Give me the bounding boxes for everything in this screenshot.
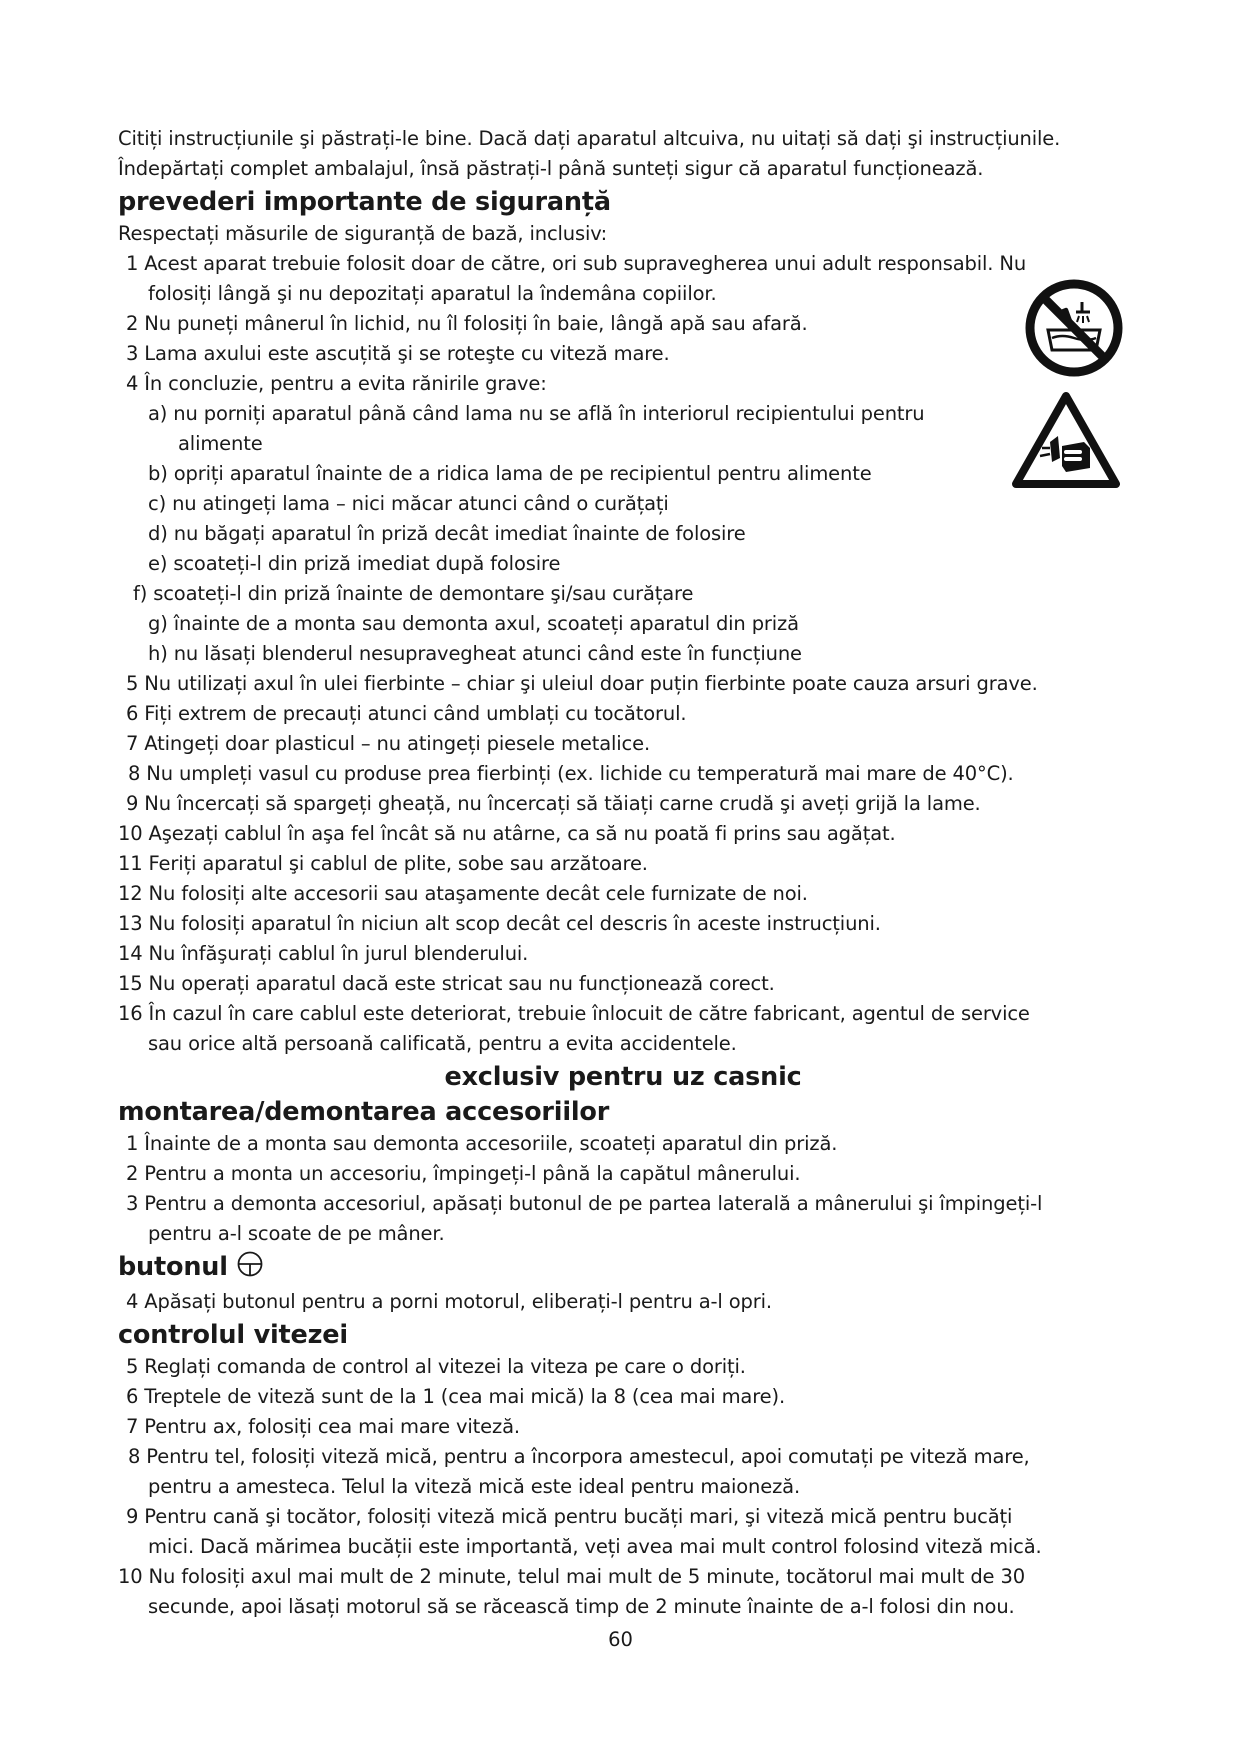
list-item: 12 Nu folosiți alte accesorii sau ataşamente decât cele furnizate de noi. bbox=[118, 882, 808, 905]
list-item: 16 În cazul în care cablul este deteriorat, trebuie înlocuit de către fabricant, agentul de service bbox=[118, 1002, 1030, 1025]
sub-item: d) nu băgați aparatul în priză decât imediat înainte de folosire bbox=[148, 522, 746, 545]
list-item: 1 Înainte de a monta sau demonta accesoriile, scoateți aparatul din priză. bbox=[126, 1132, 838, 1155]
list-item: sau orice altă persoană calificată, pentru a evita accidentele. bbox=[148, 1032, 737, 1055]
list-item: folosiți lângă şi nu depozitați aparatul la îndemâna copiilor. bbox=[148, 282, 717, 305]
sub-item: c) nu atingeți lama – nici măcar atunci când o curățați bbox=[148, 492, 669, 515]
list-item: 9 Pentru cană şi tocător, folosiți viteză mică pentru bucăți mari, şi viteză mică pentru bucăți bbox=[126, 1505, 1013, 1528]
list-item: 8 Nu umpleți vasul cu produse prea fierbinți (ex. lichide cu temperatură mai mare de 40°C). bbox=[128, 762, 1014, 785]
list-item: 4 Apăsați butonul pentru a porni motorul, eliberați-l pentru a-l opri. bbox=[126, 1290, 772, 1313]
list-item: 15 Nu operați aparatul dacă este stricat sau nu funcționează corect. bbox=[118, 972, 775, 995]
list-item: 3 Lama axului este ascuțită şi se roteşte cu viteză mare. bbox=[126, 342, 670, 365]
list-item: 8 Pentru tel, folosiți viteză mică, pentru a încorpora amestecul, apoi comutați pe viteză mare, bbox=[128, 1445, 1030, 1468]
sub-item: h) nu lăsați blenderul nesupravegheat atunci când este în funcțiune bbox=[148, 642, 802, 665]
button-heading-row bbox=[118, 1250, 1128, 1287]
list-item: secunde, apoi lăsați motorul să se răcească timp de 2 minute înainte de a-l folosi din nou. bbox=[148, 1595, 1015, 1618]
list-item: 10 Aşezați cablul în aşa fel încât să nu atârne, ca să nu poată fi prins sau agățat. bbox=[118, 822, 896, 845]
list-item: 6 Treptele de viteză sunt de la 1 (cea mai mică) la 8 (cea mai mare). bbox=[126, 1385, 786, 1408]
list-item: 9 Nu încercați să spargeți gheață, nu încercați să tăiați carne crudă şi aveți grijă la lame. bbox=[126, 792, 981, 815]
list-item: pentru a amesteca. Telul la viteză mică este ideal pentru maioneză. bbox=[148, 1475, 801, 1498]
list-item: 5 Reglați comanda de control al vitezei la viteza pe care o doriți. bbox=[126, 1355, 746, 1378]
sub-item: b) opriți aparatul înainte de a ridica lama de pe recipientul pentru alimente bbox=[148, 462, 872, 485]
sub-item: f) scoateți-l din priză înainte de demontare şi/sau curățare bbox=[133, 582, 694, 605]
list-item: pentru a-l scoate de pe mâner. bbox=[148, 1222, 445, 1245]
sub-item: e) scoateți-l din priză imediat după folosire bbox=[148, 552, 561, 575]
list-item: 6 Fiți extrem de precauți atunci când umblați cu tocătorul. bbox=[126, 702, 687, 725]
intro-line: Îndepărtați complet ambalajul, însă păstrați-l până sunteți sigur că aparatul funcționează. bbox=[118, 157, 984, 180]
no-bath-water-icon bbox=[1024, 278, 1124, 382]
list-item: 13 Nu folosiți aparatul în niciun alt scop decât cel descris în aceste instrucțiuni. bbox=[118, 912, 881, 935]
speed-heading: controlul vitezei bbox=[118, 1320, 348, 1350]
list-item: 7 Atingeți doar plasticul – nu atingeți piesele metalice. bbox=[126, 732, 651, 755]
page-number: 60 bbox=[608, 1628, 633, 1651]
button-heading: butonul bbox=[118, 1252, 228, 1282]
intro-line: Citiți instrucțiunile şi păstrați-le bine. Dacă dați aparatul altcuiva, nu uitați să dați şi instrucțiunile. bbox=[118, 127, 1061, 150]
list-item: 1 Acest aparat trebuie folosit doar de către, ori sub supravegherea unui adult responsabil. Nu bbox=[126, 252, 1027, 275]
safety-lead: Respectați măsurile de siguranță de bază, inclusiv: bbox=[118, 222, 608, 245]
list-item: 3 Pentru a demonta accesoriul, apăsați butonul de pe partea laterală a mânerului şi împingeți-l bbox=[126, 1192, 1043, 1215]
power-button-symbol-icon bbox=[236, 1250, 264, 1287]
list-item: 4 În concluzie, pentru a evita rănirile grave: bbox=[126, 372, 547, 395]
sub-item: alimente bbox=[178, 432, 263, 455]
sub-item: g) înainte de a monta sau demonta axul, scoateți aparatul din priză bbox=[148, 612, 799, 635]
list-item: 11 Feriți aparatul şi cablul de plite, sobe sau arzătoare. bbox=[118, 852, 648, 875]
safety-heading: prevederi importante de siguranță bbox=[118, 187, 611, 217]
list-item: 14 Nu înfăşurați cablul în jurul blenderului. bbox=[118, 942, 529, 965]
assembly-heading: montarea/demontarea accesoriilor bbox=[118, 1097, 610, 1127]
list-item: 2 Nu puneți mânerul în lichid, nu îl folosiți în baie, lângă apă sau afară. bbox=[126, 312, 808, 335]
manual-page bbox=[118, 124, 1128, 1622]
list-item: 2 Pentru a monta un accesoriu, împingeți-l până la capătul mânerului. bbox=[126, 1162, 801, 1185]
household-note: exclusiv pentru uz casnic bbox=[444, 1062, 802, 1092]
list-item: mici. Dacă mărimea bucății este importantă, veți avea mai mult control folosind viteză mică. bbox=[148, 1535, 1042, 1558]
list-item: 10 Nu folosiți axul mai mult de 2 minute, telul mai mult de 5 minute, tocătorul mai mult de 30 bbox=[118, 1565, 1025, 1588]
blade-hand-warning-icon bbox=[1010, 390, 1122, 494]
sub-item: a) nu porniți aparatul până când lama nu se află în interiorul recipientului pentru bbox=[148, 402, 925, 425]
list-item: 7 Pentru ax, folosiți cea mai mare viteză. bbox=[126, 1415, 520, 1438]
list-item: 5 Nu utilizați axul în ulei fierbinte – chiar şi uleiul doar puțin fierbinte poate cauza arsuri grave. bbox=[126, 672, 1038, 695]
